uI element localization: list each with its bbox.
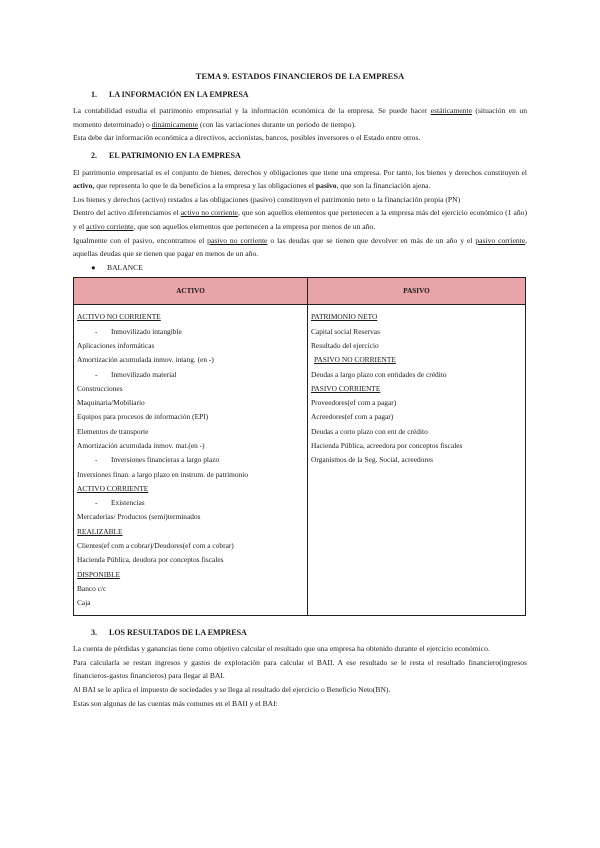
hacienda-acreedora: Hacienda Pública, acreedora por conceptos fiscales <box>311 440 463 450</box>
realizable-title: REALIZABLE <box>77 526 123 536</box>
equipos-informacion: Equipos para procesos de información (EPI) <box>77 412 209 422</box>
amortizacion-intangible: Amortización acumulada inmov. intang. (en -) <box>77 355 214 365</box>
pasivo-header: PASIVO <box>308 278 526 305</box>
section-3-paragraph-3: Al BAI se le aplica el impuesto de sociedades y se llega al resultado del ejercicio o Beneficio Neto(BN). <box>73 684 391 694</box>
inversiones-instrumentos-patrimonio: Inversiones finan. a largo plazo en instrum. de patrimonio <box>77 469 249 479</box>
maquinaria: Maquinaria/Mobiliario <box>77 398 145 408</box>
amortizacion-material: Amortización acumulada inmov. mat.(en -) <box>77 440 205 450</box>
inversiones-financieras-lp: - Inversiones financieras a largo plazo <box>95 455 220 465</box>
pasivo-corriente-title: PASIVO CORRIENTE <box>311 383 381 393</box>
document-title: TEMA 9. ESTADOS FINANCIEROS DE LA EMPRESA <box>195 72 405 81</box>
section-2-number: 2. <box>91 150 97 160</box>
pasivo-no-corriente-title: PASIVO NO CORRIENTE <box>314 355 396 365</box>
section-2-paragraph-3: Dentro del activo diferenciamos el activo no corriente, que son aquellos elementos que pertenecen a la empresa más del ejercicio económico (1 año) y el activo corriente, que son aquellos elementos que pertenecen a la empresa por menos de un año. <box>73 208 528 231</box>
activo-corriente-title: ACTIVO CORRIENTE <box>77 483 149 493</box>
banco: Banco c/c <box>77 583 107 593</box>
hacienda-deudora: Hacienda Pública, deudora por conceptos fiscales <box>77 555 224 565</box>
section-2-heading <box>73 149 527 163</box>
aplicaciones-informaticas: Aplicaciones informáticas <box>77 340 155 350</box>
section-3-number: 3. <box>91 627 97 637</box>
section-3-paragraph-4: Estas son algunas de las cuentas más comunes en el BAII y el BAI: <box>73 698 278 708</box>
section-1-number: 1. <box>91 89 97 99</box>
activo-no-corriente-title: ACTIVO NO CORRIENTE <box>77 312 161 322</box>
inmovilizado-intangible: - Inmovilizado intangible <box>95 326 182 336</box>
disponible-title: DISPONIBLE <box>77 569 121 579</box>
patrimonio-neto-title: PATRIMONIO NETO <box>311 312 378 322</box>
mercaderias: Mercaderías/ Productos (semi)terminados <box>77 512 201 522</box>
activo-header: ACTIVO <box>74 278 308 305</box>
section-1-paragraph-1: La contabilidad estudia el patrimonio empresarial y la información económica de la empresa. Se puede hacer estáticamente (situación en un momento determinado) o dinámicamente (con las variaciones durante un periodo de tiempo). <box>73 106 528 129</box>
balance-bullet-label: BALANCE <box>107 262 143 272</box>
section-2-paragraph-1: El patrimonio empresarial es el conjunto de bienes, derechos y obligaciones que tiene una empresa. Por tanto, los bienes y derechos constituyen el activo, que representa lo que le da beneficios a la empresa y las obligaciones el pasivo, que son la financiación ajena. <box>73 167 527 191</box>
pasivo-cell <box>308 305 526 615</box>
document-body <box>73 70 527 710</box>
section-3-title: LOS RESULTADOS DE LA EMPRESA <box>109 627 247 637</box>
section-3-paragraph-1: La cuenta de pérdidas y ganancias tiene como objetivo calcular el resultado que una empresa ha obtenido durante el ejercicio económico. <box>73 644 490 654</box>
section-1-title: LA INFORMACIÓN EN LA EMPRESA <box>109 89 249 99</box>
section-1-paragraph-2: Esta debe dar información económica a directivos, accionistas, bancos, posibles inversores o el Estado entre otros. <box>73 133 421 143</box>
bullet-icon: ● <box>91 262 96 272</box>
activo-cell <box>74 305 308 615</box>
capital-social-reservas: Capital social Reservas <box>311 326 380 336</box>
organismos-seg-social: Organismos de la Seg. Social, acreedores <box>311 455 433 465</box>
proveedores: Proveedores(ef com a pagar) <box>311 398 397 408</box>
inmovilizado-material: - Inmovilizado material <box>95 369 177 379</box>
resultado-ejercicio: Resultado del ejercicio <box>311 340 379 350</box>
section-3-heading <box>73 626 527 640</box>
balance-header-row <box>74 278 526 305</box>
section-2-paragraph-4: Igualmente con el pasivo, encontramos el pasivo no corriente o las deudas que se tienen que devolver en más de un año y el pasivo corriente, aquellas deudas que se tienen que pagar en menos de un año. <box>73 235 527 259</box>
balance-bullet <box>91 261 527 275</box>
elementos-transporte: Elementos de transporte <box>77 426 149 436</box>
existencias: - Existencias <box>95 498 145 508</box>
section-3-paragraph-2: Para calcularla se restan ingresos y gastos de explotación para calcular el BAII. A ese resultado se le resta el resultado financiero(ingresos financieros-gastos financieros) para llegar al BAI. <box>73 657 527 681</box>
balance-table <box>73 277 526 615</box>
acreedores: Acreedores(ef com a pagar) <box>311 412 394 422</box>
section-2-paragraph-2: Los bienes y derechos (activo) restados a las obligaciones (pasivo) constituyen el patrimonio neto o la financiación propia (PN) <box>73 194 461 204</box>
clientes-deudores: Clientes(ef com a cobrar)/Deudores(ef com a cobrar) <box>77 541 234 551</box>
construcciones: Construcciones <box>77 383 123 393</box>
balance-body-row <box>74 305 526 615</box>
section-2-title: EL PATRIMONIO EN LA EMPRESA <box>109 150 241 160</box>
deudas-largo-plazo: Deudas a largo plazo con entidades de crédito <box>311 369 447 379</box>
section-1-heading <box>73 88 527 102</box>
caja: Caja <box>77 598 91 608</box>
deudas-corto-plazo: Deudas a corto plazo con ent de crédito <box>311 426 428 436</box>
